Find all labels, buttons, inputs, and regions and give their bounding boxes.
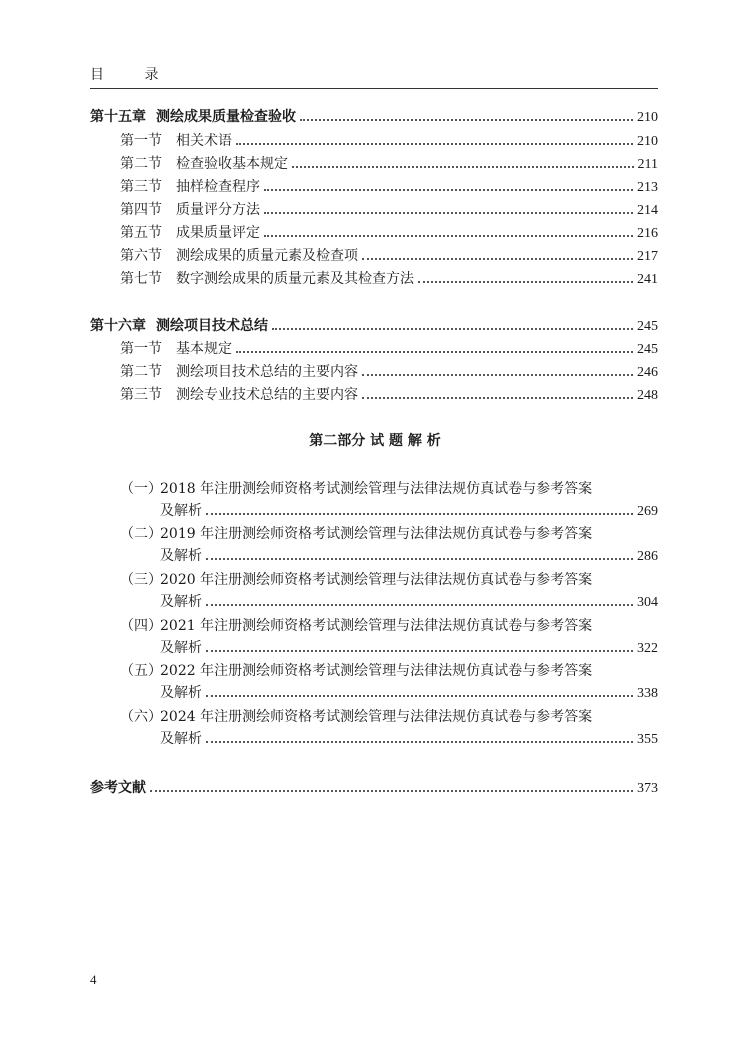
leader-dots [264,189,633,191]
leader-dots [300,119,633,121]
exam-title: 2018 年注册测绘师资格考试测绘管理与法律法规仿真试卷与参考答案 [160,481,593,497]
chapter-number: 第十六章 [90,318,146,334]
exam-number: （六） [120,709,162,725]
page-ref: 373 [637,781,658,796]
section-number: 第二节 [120,156,162,172]
page-ref: 213 [637,180,658,195]
exam-title-cont: 及解析 [160,731,202,747]
section-number: 第三节 [120,179,162,195]
leader-dots [418,281,633,283]
section-number: 第一节 [120,341,162,357]
exam-title: 2021 年注册测绘师资格考试测绘管理与法律法规仿真试卷与参考答案 [160,618,593,634]
section-number: 第三节 [120,387,162,403]
leader-dots [272,328,633,330]
leader-dots [206,741,633,743]
section-title: 质量评分方法 [176,202,260,218]
exam-number: （二） [120,526,162,542]
page-number: 4 [90,972,97,987]
toc-section[interactable] [120,382,658,404]
exam-item-title[interactable] [120,523,592,543]
exam-title: 2024 年注册测绘师资格考试测绘管理与法律法规仿真试卷与参考答案 [160,709,593,725]
exam-item-title[interactable] [120,615,592,635]
page-ref: 217 [637,249,658,264]
toc-exam-item[interactable] [160,543,658,565]
leader-dots [236,351,633,353]
exam-title: 2022 年注册测绘师资格考试测绘管理与法律法规仿真试卷与参考答案 [160,663,593,679]
exam-title-cont: 及解析 [160,503,202,519]
section-title: 基本规定 [176,341,232,357]
exam-item-title[interactable] [120,660,592,680]
exam-title-cont: 及解析 [160,640,202,656]
leader-dots [206,513,633,515]
header-rule [90,88,658,89]
references-title: 参考文献 [90,780,146,796]
leader-dots [292,166,634,168]
leader-dots [206,695,633,697]
toc-exam-item[interactable] [160,635,658,657]
section-number: 第四节 [120,202,162,218]
section-title: 成果质量评定 [176,225,260,241]
chapter-title: 测绘项目技术总结 [156,318,268,334]
section-title: 测绘专业技术总结的主要内容 [176,387,358,403]
toc-section[interactable] [120,151,658,173]
page-ref: 355 [637,732,658,747]
exam-item-title[interactable] [120,478,592,498]
exam-title-cont: 及解析 [160,548,202,564]
toc-exam-item[interactable] [160,680,658,702]
exam-number: （五） [120,663,162,679]
page-ref: 210 [637,134,658,149]
toc-section[interactable] [120,220,658,242]
section-title: 测绘成果的质量元素及检查项 [176,248,358,264]
exam-title-cont: 及解析 [160,594,202,610]
leader-dots [206,604,633,606]
section-title: 相关术语 [176,133,232,149]
page-ref: 322 [637,641,658,656]
page-ref: 241 [637,272,658,287]
page-ref: 245 [637,319,658,334]
page-ref: 210 [637,110,658,125]
section-number: 第六节 [120,248,162,264]
page-ref: 304 [637,595,658,610]
section-number: 第五节 [120,225,162,241]
section-number: 第二节 [120,364,162,380]
toc-chapter-15[interactable] [90,104,658,126]
leader-dots [362,258,633,260]
toc-exam-item[interactable] [160,589,658,611]
leader-dots [362,374,633,376]
leader-dots [206,558,633,560]
toc-section[interactable] [120,243,658,265]
toc-exam-item[interactable] [160,498,658,520]
leader-dots [362,397,633,399]
exam-number: （三） [120,572,162,588]
page-ref: 245 [637,342,658,357]
toc-exam-item[interactable] [160,726,658,748]
page-ref: 246 [637,365,658,380]
leader-dots [150,790,633,792]
toc-section[interactable] [120,197,658,219]
section-title: 抽样检查程序 [176,179,260,195]
leader-dots [206,650,633,652]
page-ref: 214 [637,203,658,218]
page-ref: 269 [637,504,658,519]
toc-chapter-16[interactable] [90,313,658,335]
running-header: 目 录 [90,67,177,83]
exam-number: （一） [120,481,162,497]
chapter-title: 测绘成果质量检查验收 [156,109,296,125]
page-ref: 286 [637,549,658,564]
section-title: 检查验收基本规定 [176,156,288,172]
leader-dots [264,212,633,214]
toc-references[interactable] [90,775,658,797]
exam-item-title[interactable] [120,706,592,726]
section-title: 测绘项目技术总结的主要内容 [176,364,358,380]
exam-item-title[interactable] [120,569,592,589]
exam-title: 2020 年注册测绘师资格考试测绘管理与法律法规仿真试卷与参考答案 [160,572,593,588]
exam-number: （四） [120,618,162,634]
toc-section[interactable] [120,336,658,358]
page-ref: 211 [637,157,658,172]
toc-section[interactable] [120,174,658,196]
section-number: 第一节 [120,133,162,149]
page-ref: 248 [637,388,658,403]
section-number: 第七节 [120,271,162,287]
toc-section[interactable] [120,266,658,288]
leader-dots [236,143,633,145]
leader-dots [264,235,633,237]
part-title: 第二部分 试 题 解 析 [309,433,441,449]
chapter-number: 第十五章 [90,109,146,125]
toc-section[interactable] [120,359,658,381]
toc-section[interactable] [120,128,658,150]
section-title: 数字测绘成果的质量元素及其检查方法 [176,271,414,287]
exam-title: 2019 年注册测绘师资格考试测绘管理与法律法规仿真试卷与参考答案 [160,526,593,542]
exam-title-cont: 及解析 [160,685,202,701]
page-ref: 338 [637,686,658,701]
page-ref: 216 [637,226,658,241]
